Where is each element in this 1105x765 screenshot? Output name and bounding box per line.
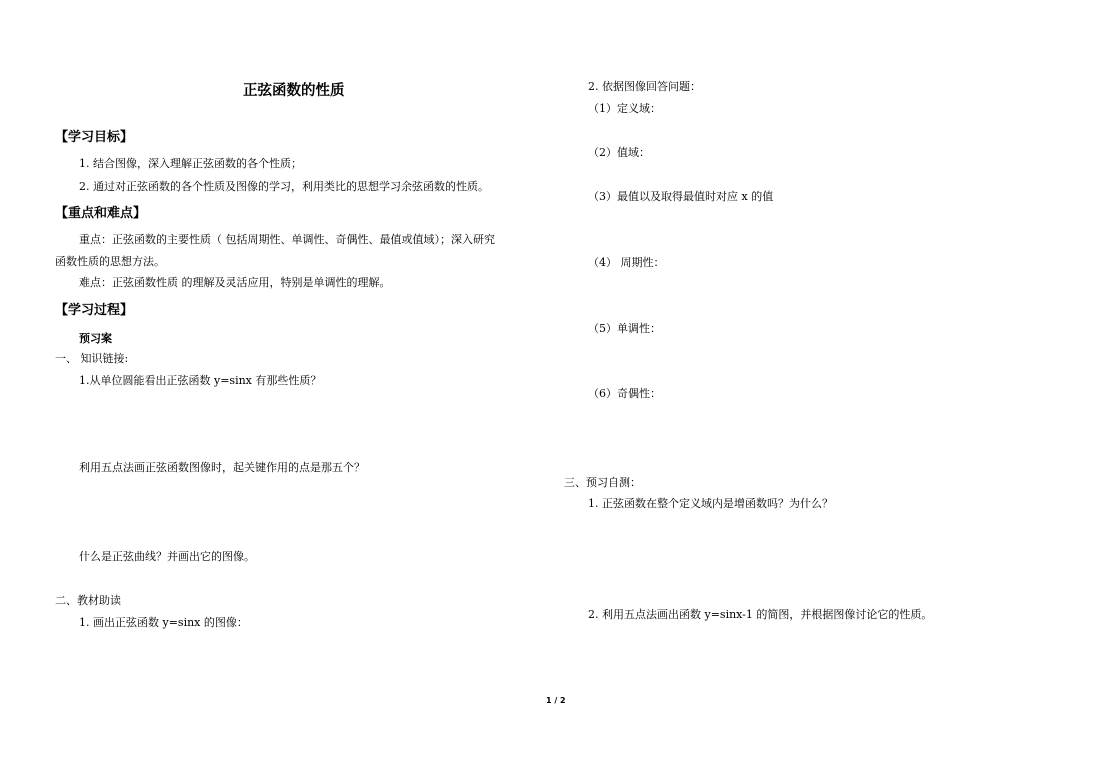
- question-1: 1.从单位圆能看出正弦函数 y=sinx 有那些性质？: [79, 374, 322, 387]
- preview-label: 预习案: [79, 332, 112, 345]
- difficulty-line: 难点：正弦函数性质 的理解及灵活应用，特别是单调性的理解。: [79, 276, 391, 289]
- section-2-heading: 二、教材助读: [55, 594, 121, 607]
- section-3-heading: 三、预习自测：: [564, 476, 641, 489]
- answer-intro: 2. 依据图像回答问题：: [588, 80, 701, 93]
- parity-question: （6）奇偶性：: [588, 387, 661, 400]
- section-1-heading: 一、 知识链接:: [55, 352, 129, 365]
- test-question-2: 2. 利用五点法画出函数 y=sinx-1 的简图，并根据图像讨论它的性质。: [588, 608, 933, 621]
- range-question: （2）值域：: [588, 146, 650, 159]
- domain-question: （1）定义域：: [588, 102, 661, 115]
- page-title: 正弦函数的性质: [243, 83, 345, 99]
- test-question-1: 1. 正弦函数在整个定义域内是增函数吗？为什么？: [588, 497, 833, 510]
- period-question: （4） 周期性：: [588, 256, 665, 269]
- goal-1: 1. 结合图像，深入理解正弦函数的各个性质；: [79, 157, 302, 170]
- goals-heading: 【学习目标】: [55, 130, 134, 145]
- page-number: 1 / 2: [546, 696, 566, 705]
- question-3: 什么是正弦曲线？并画出它的图像。: [79, 550, 255, 563]
- process-heading: 【学习过程】: [55, 303, 134, 318]
- goal-2: 2. 通过对正弦函数的各个性质及图像的学习，利用类比的思想学习余弦函数的性质。: [79, 180, 489, 193]
- extrema-question: （3）最值以及取得最值时对应 x 的值: [588, 190, 774, 203]
- monotonic-question: （5）单调性：: [588, 322, 661, 335]
- key-line-2: 函数性质的思想方法。: [55, 255, 165, 268]
- key-line-1: 重点：正弦函数的主要性质（ 包括周期性、单调性、奇偶性、最值或值域）；深入研究: [79, 233, 495, 246]
- key-heading: 【重点和难点】: [55, 206, 147, 221]
- draw-graph-task: 1. 画出正弦函数 y=sinx 的图像：: [79, 616, 248, 629]
- question-2: 利用五点法画正弦函数图像时，起关键作用的点是那五个？: [79, 461, 365, 474]
